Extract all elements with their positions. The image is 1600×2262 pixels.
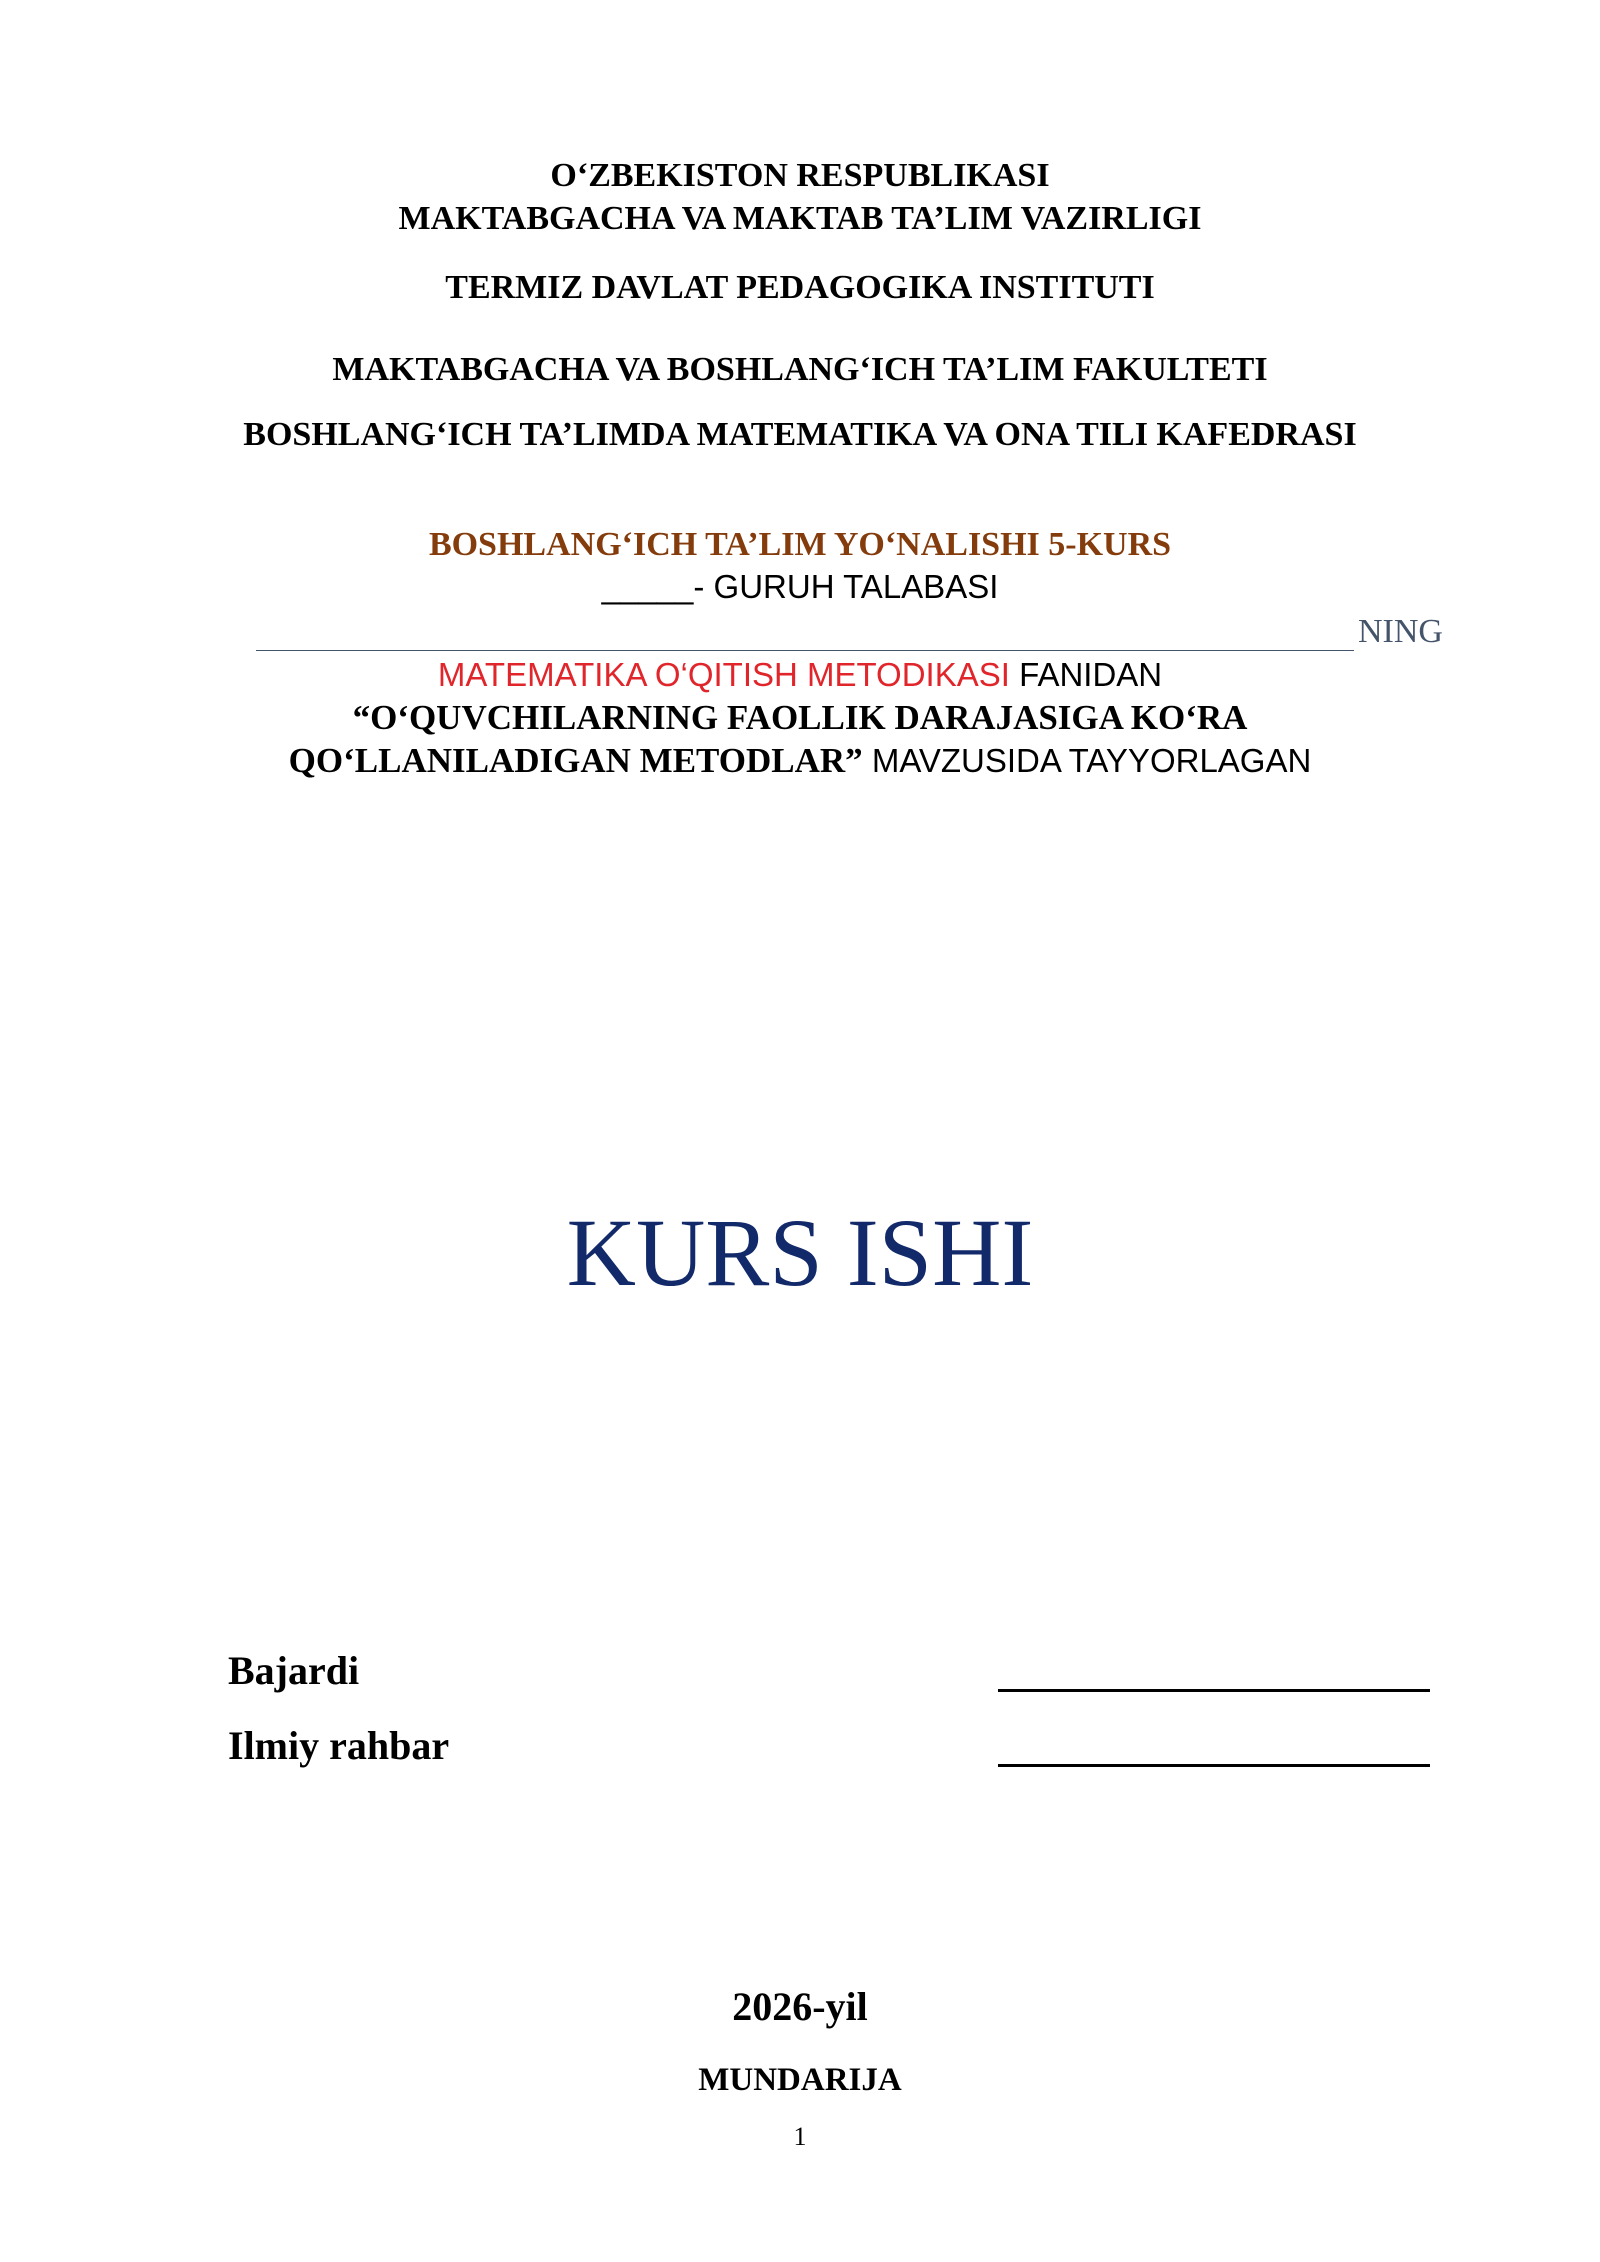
group-line (0, 567, 1600, 607)
topic-line-2 (0, 740, 1600, 782)
subject-line (0, 655, 1600, 695)
student-name-blank (256, 650, 1354, 651)
student-name-line (256, 608, 1446, 654)
department-heading: BOSHLANG‘ICH TA’LIMDA MATEMATIKA VA ONA TILI KAFEDRASI (243, 416, 1357, 453)
faculty-heading: MAKTABGACHA VA BOSHLANG‘ICH TA’LIM FAKULTETI (332, 351, 1268, 388)
document-title: KURS ISHI (566, 1199, 1034, 1306)
topic-title-end: QO‘LLANILADIGAN METODLAR” (288, 741, 863, 780)
institute-heading: TERMIZ DAVLAT PEDAGOGIKA INSTITUTI (445, 269, 1155, 306)
group-suffix: - GURUH TALABASI (693, 568, 999, 605)
subject-name: MATEMATIKA O‘QITISH METODIKASI (437, 656, 1010, 693)
performed-by-label: Bajardi (228, 1648, 360, 1693)
subject-suffix: FANIDAN (1009, 656, 1163, 693)
ministry-heading: MAKTABGACHA VA MAKTAB TA’LIM VAZIRLIGI (398, 200, 1202, 237)
supervisor-blank (998, 1764, 1430, 1767)
group-blank: _____ (601, 568, 694, 605)
topic-line-1: “O‘QUVCHILARNING FAOLLIK DARAJASIGA KO‘RA (352, 698, 1248, 737)
page-number: 1 (793, 2122, 807, 2151)
performed-by-row (228, 1647, 1428, 1697)
year: 2026-yil (732, 1984, 868, 2029)
topic-suffix: MAVZUSIDA TAYYORLAGAN (862, 742, 1312, 779)
country-heading: O‘ZBEKISTON RESPUBLIKASI (550, 157, 1050, 194)
course-line: BOSHLANG‘ICH TA’LIM YO‘NALISHI 5-KURS (428, 526, 1172, 563)
supervisor-row (228, 1722, 1428, 1772)
performed-by-blank (998, 1689, 1430, 1692)
contents-heading: MUNDARIJA (698, 2062, 902, 2098)
student-name-suffix: NING (1358, 613, 1443, 650)
supervisor-label: Ilmiy rahbar (228, 1723, 450, 1768)
